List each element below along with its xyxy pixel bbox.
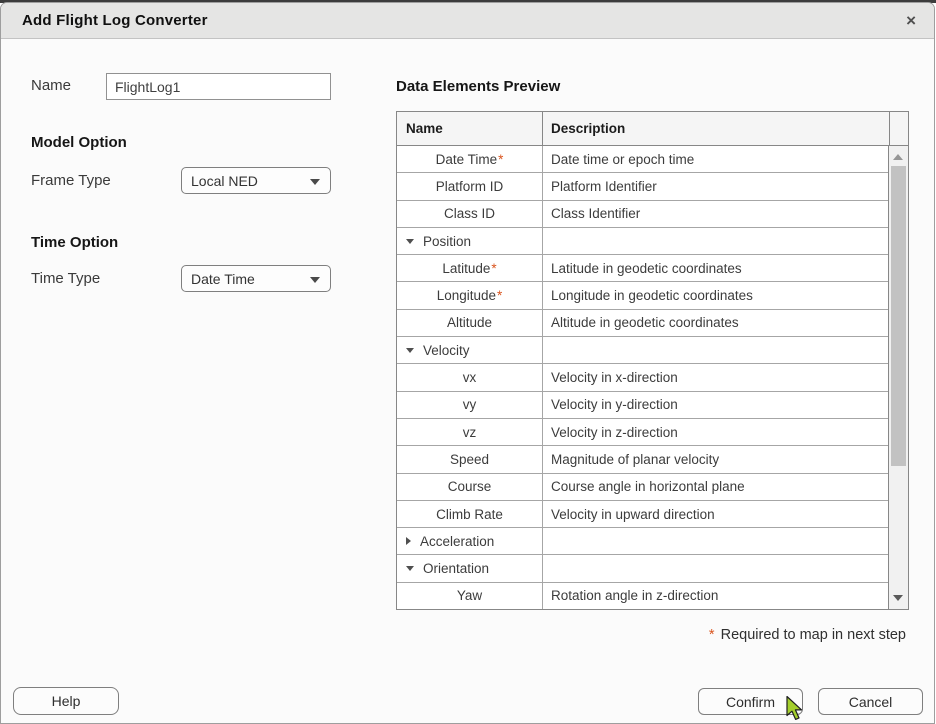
row-name-cell[interactable] [397,310,543,336]
frame-type-value: Local NED [191,172,258,189]
row-name-cell[interactable] [397,201,543,227]
row-name-label: Position [423,233,472,249]
dialog-title: Add Flight Log Converter [22,12,208,29]
row-description-cell: Course angle in horizontal plane [551,479,745,495]
row-name-label: Climb Rate [436,506,503,522]
chevron-down-icon[interactable] [406,348,414,353]
scroll-up-arrow-icon[interactable] [893,154,903,160]
cancel-button[interactable]: Cancel [818,688,923,715]
table-row[interactable] [397,364,888,391]
row-name-cell[interactable] [397,337,543,363]
required-footnote-text: Required to map in next step [720,627,906,643]
table-row[interactable] [397,146,888,173]
table-row[interactable] [397,173,888,200]
chevron-down-icon [310,277,320,283]
row-name-label: Date Time [435,151,498,167]
name-label: Name [31,77,72,94]
row-name-label: Acceleration [420,533,495,549]
table-row[interactable] [397,392,888,419]
chevron-down-icon[interactable] [406,239,414,244]
row-description-cell: Date time or epoch time [551,151,695,167]
table-row[interactable] [397,255,888,282]
table-row[interactable] [397,228,888,255]
row-name-label: Orientation [423,561,490,577]
table-row[interactable] [397,555,888,582]
row-name-label: Yaw [456,588,483,604]
required-asterisk: * [491,260,497,276]
row-name-cell[interactable] [397,364,543,390]
mouse-cursor [786,696,808,724]
row-description-cell: Velocity in upward direction [551,506,715,522]
scrollbar-header-cell [889,112,908,145]
table-row[interactable] [397,528,888,555]
row-name-label: vx [462,370,477,386]
row-name-cell[interactable] [397,392,543,418]
frame-type-select[interactable] [181,167,331,194]
row-name-label: Platform ID [435,178,504,194]
model-option-heading: Model Option [31,134,127,151]
row-description-cell [543,337,888,363]
row-name-label: Class ID [443,206,495,222]
scroll-down-arrow-icon[interactable] [893,595,903,601]
row-name-cell[interactable] [397,474,543,500]
row-description-cell: Class Identifier [551,206,641,222]
row-name-label: Latitude [442,260,491,276]
row-name-cell[interactable] [397,146,543,172]
row-name-label: Velocity [423,342,470,358]
row-description-cell: Latitude in geodetic coordinates [551,260,742,276]
row-name-cell[interactable] [397,446,543,472]
row-description-cell [543,228,888,254]
time-type-label: Time Type [31,270,101,287]
row-description-cell: Altitude in geodetic coordinates [551,315,739,331]
table-row[interactable] [397,310,888,337]
row-name-cell[interactable] [397,228,543,254]
row-name-label: Course [447,479,492,495]
table-row[interactable] [397,501,888,528]
required-asterisk: * [497,288,503,304]
row-name-cell[interactable] [397,255,543,281]
vertical-scrollbar[interactable] [888,146,908,609]
row-description-cell: Platform Identifier [551,178,657,194]
row-description-cell: Velocity in z-direction [551,424,678,440]
row-description-cell [543,555,888,581]
dialog-titlebar[interactable] [1,3,934,39]
chevron-down-icon[interactable] [406,566,414,571]
data-elements-preview-heading: Data Elements Preview [396,78,561,95]
row-name-label: Speed [449,451,490,467]
column-header-name[interactable]: Name [397,112,543,145]
table-row[interactable] [397,419,888,446]
table-row[interactable] [397,583,888,609]
time-type-select[interactable] [181,265,331,292]
scrollbar-thumb[interactable] [891,166,906,466]
row-description-cell: Velocity in y-direction [551,397,678,413]
table-row[interactable] [397,201,888,228]
time-type-value: Date Time [191,270,255,287]
help-button[interactable]: Help [13,687,119,715]
table-row[interactable] [397,282,888,309]
chevron-right-icon[interactable] [406,537,411,545]
close-icon[interactable]: × [906,11,916,30]
row-name-label: Longitude [436,288,497,304]
column-header-description[interactable]: Description [551,121,626,136]
required-asterisk: * [708,627,715,643]
name-input[interactable] [106,73,331,100]
table-header-row [397,112,908,146]
confirm-button[interactable]: Confirm [698,688,803,715]
table-row[interactable] [397,337,888,364]
time-option-heading: Time Option [31,234,119,251]
row-description-cell: Velocity in x-direction [551,370,678,386]
row-name-label: vz [462,424,477,440]
row-name-label: Altitude [446,315,493,331]
row-name-cell[interactable] [397,173,543,199]
required-asterisk: * [498,151,504,167]
row-name-cell[interactable] [397,282,543,308]
table-row[interactable] [397,446,888,473]
row-name-cell[interactable] [397,501,543,527]
row-name-label: vy [462,397,477,413]
table-row[interactable] [397,474,888,501]
row-description-cell [543,528,888,554]
row-name-cell[interactable] [397,528,543,554]
data-elements-table [396,111,909,610]
chevron-down-icon [310,179,320,185]
row-description-cell: Rotation angle in z-direction [551,588,719,604]
row-name-cell[interactable] [397,555,543,581]
row-description-cell: Longitude in geodetic coordinates [551,288,753,304]
add-flight-log-converter-dialog [0,2,935,724]
row-name-cell[interactable] [397,583,543,609]
table-body [397,146,888,609]
row-name-cell[interactable] [397,419,543,445]
frame-type-label: Frame Type [31,172,111,189]
required-footnote [708,627,906,643]
row-description-cell: Magnitude of planar velocity [551,451,720,467]
